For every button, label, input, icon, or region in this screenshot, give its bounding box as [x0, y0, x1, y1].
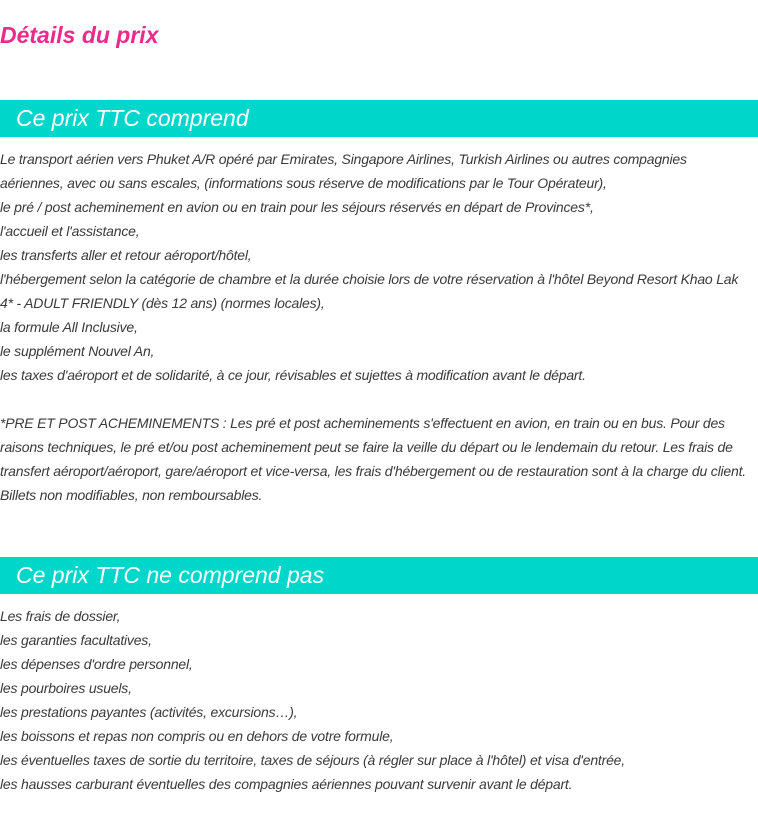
- excludes-list: [0, 604, 752, 796]
- transfer-note: [0, 411, 752, 507]
- list-item: les garanties facultatives,: [0, 632, 152, 648]
- list-item: les boissons et repas non compris ou en dehors de votre formule,: [0, 728, 394, 744]
- list-item: la formule All Inclusive,: [0, 319, 138, 335]
- list-item: les dépenses d'ordre personnel,: [0, 656, 193, 672]
- list-item: les prestations payantes (activités, excursions…),: [0, 704, 298, 720]
- excludes-section-header: [0, 557, 758, 594]
- list-item: le supplément Nouvel An,: [0, 343, 155, 359]
- list-item: les hausses carburant éventuelles des compagnies aériennes pouvant survenir avant le départ.: [0, 776, 573, 792]
- list-item: le pré / post acheminement en avion ou en train pour les séjours réservés en départ de Provinces*,: [0, 199, 594, 215]
- transfer-note-text: *PRE ET POST ACHEMINEMENTS : Les pré et post acheminements s'effectuent en avion, en train ou en bus. Pour des raisons techniques, le pré et/ou post acheminement peut se faire la veille du départ ou le lendemain du retour. Les frais de transfert aéroport/aéroport, gare/aéroport et vice-versa, les frais d'hébergement ou de restauration sont à la charge du client. Billets non modifiables, non remboursables.: [0, 415, 746, 503]
- includes-heading: Ce prix TTC comprend: [16, 105, 249, 131]
- list-item: les pourboires usuels,: [0, 680, 132, 696]
- list-item: l'hébergement selon la catégorie de chambre et la durée choisie lors de votre réservation à l'hôtel Beyond Resort Khao Lak 4* - ADULT FRIENDLY (dès 12 ans) (normes locales),: [0, 271, 739, 311]
- includes-section-header: [0, 100, 758, 137]
- list-item: les taxes d'aéroport et de solidarité, à ce jour, révisables et sujettes à modification avant le départ.: [0, 367, 586, 383]
- list-item: les éventuelles taxes de sortie du territoire, taxes de séjours (à régler sur place à l'hôtel) et visa d'entrée,: [0, 752, 625, 768]
- list-item: l'accueil et l'assistance,: [0, 223, 140, 239]
- list-item: Le transport aérien vers Phuket A/R opéré par Emirates, Singapore Airlines, Turkish Airlines ou autres compagnies aériennes, avec ou sans escales, (informations sous réserve de modifications par le Tour Opérateur),: [0, 151, 687, 191]
- list-item: les transferts aller et retour aéroport/hôtel,: [0, 247, 252, 263]
- excludes-heading: Ce prix TTC ne comprend pas: [16, 562, 325, 588]
- page-title: Détails du prix: [0, 22, 159, 48]
- list-item: Les frais de dossier,: [0, 608, 121, 624]
- includes-list: [0, 147, 752, 387]
